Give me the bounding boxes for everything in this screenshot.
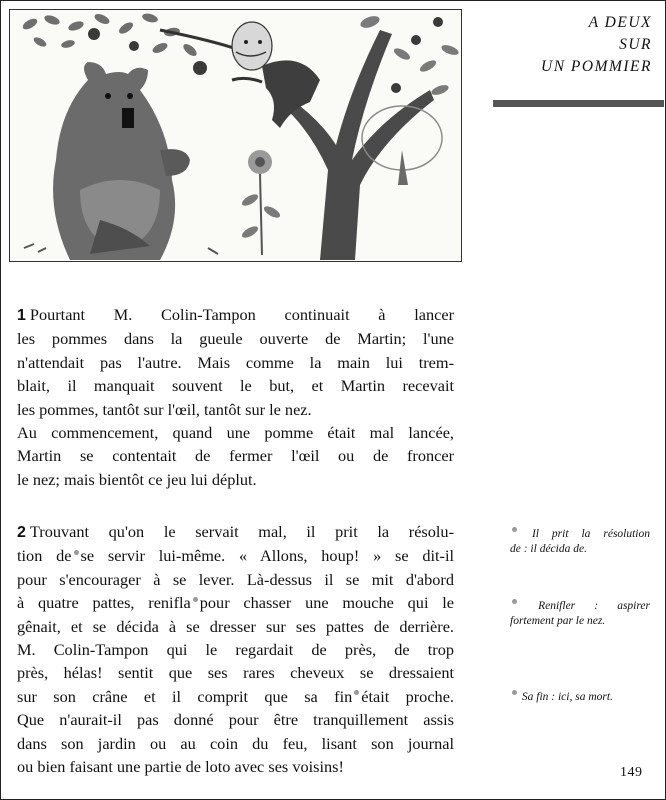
note-line: [510, 690, 650, 705]
paragraph-line: près, hélas! sentit que ses rares cheveux se dressaient: [17, 663, 454, 683]
note-text: Renifler : aspirer: [538, 600, 650, 612]
note-marker-icon: [193, 597, 198, 602]
paragraph-line: pour s'encourager à se lever. Là-dessus il se mit d'abord: [17, 569, 454, 589]
paragraph-line: ou bien faisant une partie de loto avec ses voisins!: [17, 757, 344, 777]
paragraph-line: Que n'aurait-il pas donné pour être tranquillement assis: [17, 710, 454, 730]
paragraph-line: [17, 520, 454, 544]
paragraph-line: [17, 303, 454, 327]
illustration-bear-man-apple-tree: [9, 9, 462, 262]
page-number: 149: [620, 765, 643, 780]
title-line-2: SUR: [619, 36, 652, 53]
margin-note-1: [510, 527, 650, 557]
note-marker-icon: [354, 690, 359, 695]
note-marker-icon: [512, 527, 517, 532]
paragraph-line: gênait, et se décida à se dresser sur ses pattes de derrière.: [17, 616, 454, 636]
paragraph-line: [17, 591, 454, 614]
note-line: [510, 599, 650, 614]
paragraph-line: le nez; mais bientôt ce jeu lui déplut.: [17, 469, 257, 489]
paragraph-line: les pommes, tantôt sur l'œil, tantôt sur le nez.: [17, 399, 312, 419]
note-line: de : il décida de.: [510, 543, 587, 555]
note-line: fortement par le nez.: [510, 615, 606, 627]
paragraph-1: [17, 303, 454, 491]
paragraph-line: [17, 685, 454, 708]
paragraph-line-text: tion de: [17, 546, 72, 566]
paragraph-line-text: à quatre pattes, renifla: [17, 593, 191, 613]
paragraph-2: [17, 520, 454, 778]
note-line: [510, 527, 650, 542]
note-text: Il prit la résolution: [531, 528, 651, 540]
note-marker-icon: [512, 690, 517, 695]
paragraph-number: 1: [17, 307, 26, 324]
margin-note-3: [510, 690, 650, 705]
paragraph-line-text: pour chasser une mouche qui le: [199, 593, 454, 613]
title-line-1: A DEUX: [588, 14, 652, 31]
note-marker-icon: [512, 599, 517, 604]
paragraph-line-text: se servir lui-même. « Allons, houp! » se dit-il: [80, 546, 455, 566]
illustration-drawing: [10, 10, 461, 261]
paragraph-line-text: était proche.: [361, 686, 454, 706]
paragraph-line: les pommes dans la gueule ouverte de Martin; l'une: [17, 329, 454, 349]
paragraph-line: [17, 544, 454, 567]
paragraph-line: Au commencement, quand une pomme était mal lancée,: [17, 423, 454, 443]
title-rule: [493, 100, 664, 107]
paragraph-line: dans son jardin ou au coin du feu, lisant son journal: [17, 733, 454, 753]
chapter-title: [482, 12, 652, 78]
margin-note-2: [510, 599, 650, 629]
paragraph-line: M. Colin-Tampon qui le regardait de près, de trop: [17, 640, 454, 660]
title-line-3: UN POMMIER: [541, 58, 652, 75]
note-text: Sa fin : ici, sa mort.: [521, 691, 613, 703]
note-marker-icon: [74, 550, 79, 555]
paragraph-line: Martin se contentait de fermer l'œil ou de froncer: [17, 446, 454, 466]
paragraph-line-text: Pourtant M. Colin-Tampon continuait à lancer: [29, 305, 454, 324]
paragraph-line: n'attendait pas l'autre. Mais comme la main lui trem-: [17, 352, 454, 372]
paragraph-number: 2: [17, 524, 26, 541]
paragraph-line-text: sur son crâne et il comprit que sa fin: [17, 686, 353, 706]
paragraph-line-text: Trouvant qu'on le servait mal, il prit la résolu-: [29, 522, 454, 541]
paragraph-line: blait, il manquait souvent le but, et Martin recevait: [17, 376, 454, 396]
